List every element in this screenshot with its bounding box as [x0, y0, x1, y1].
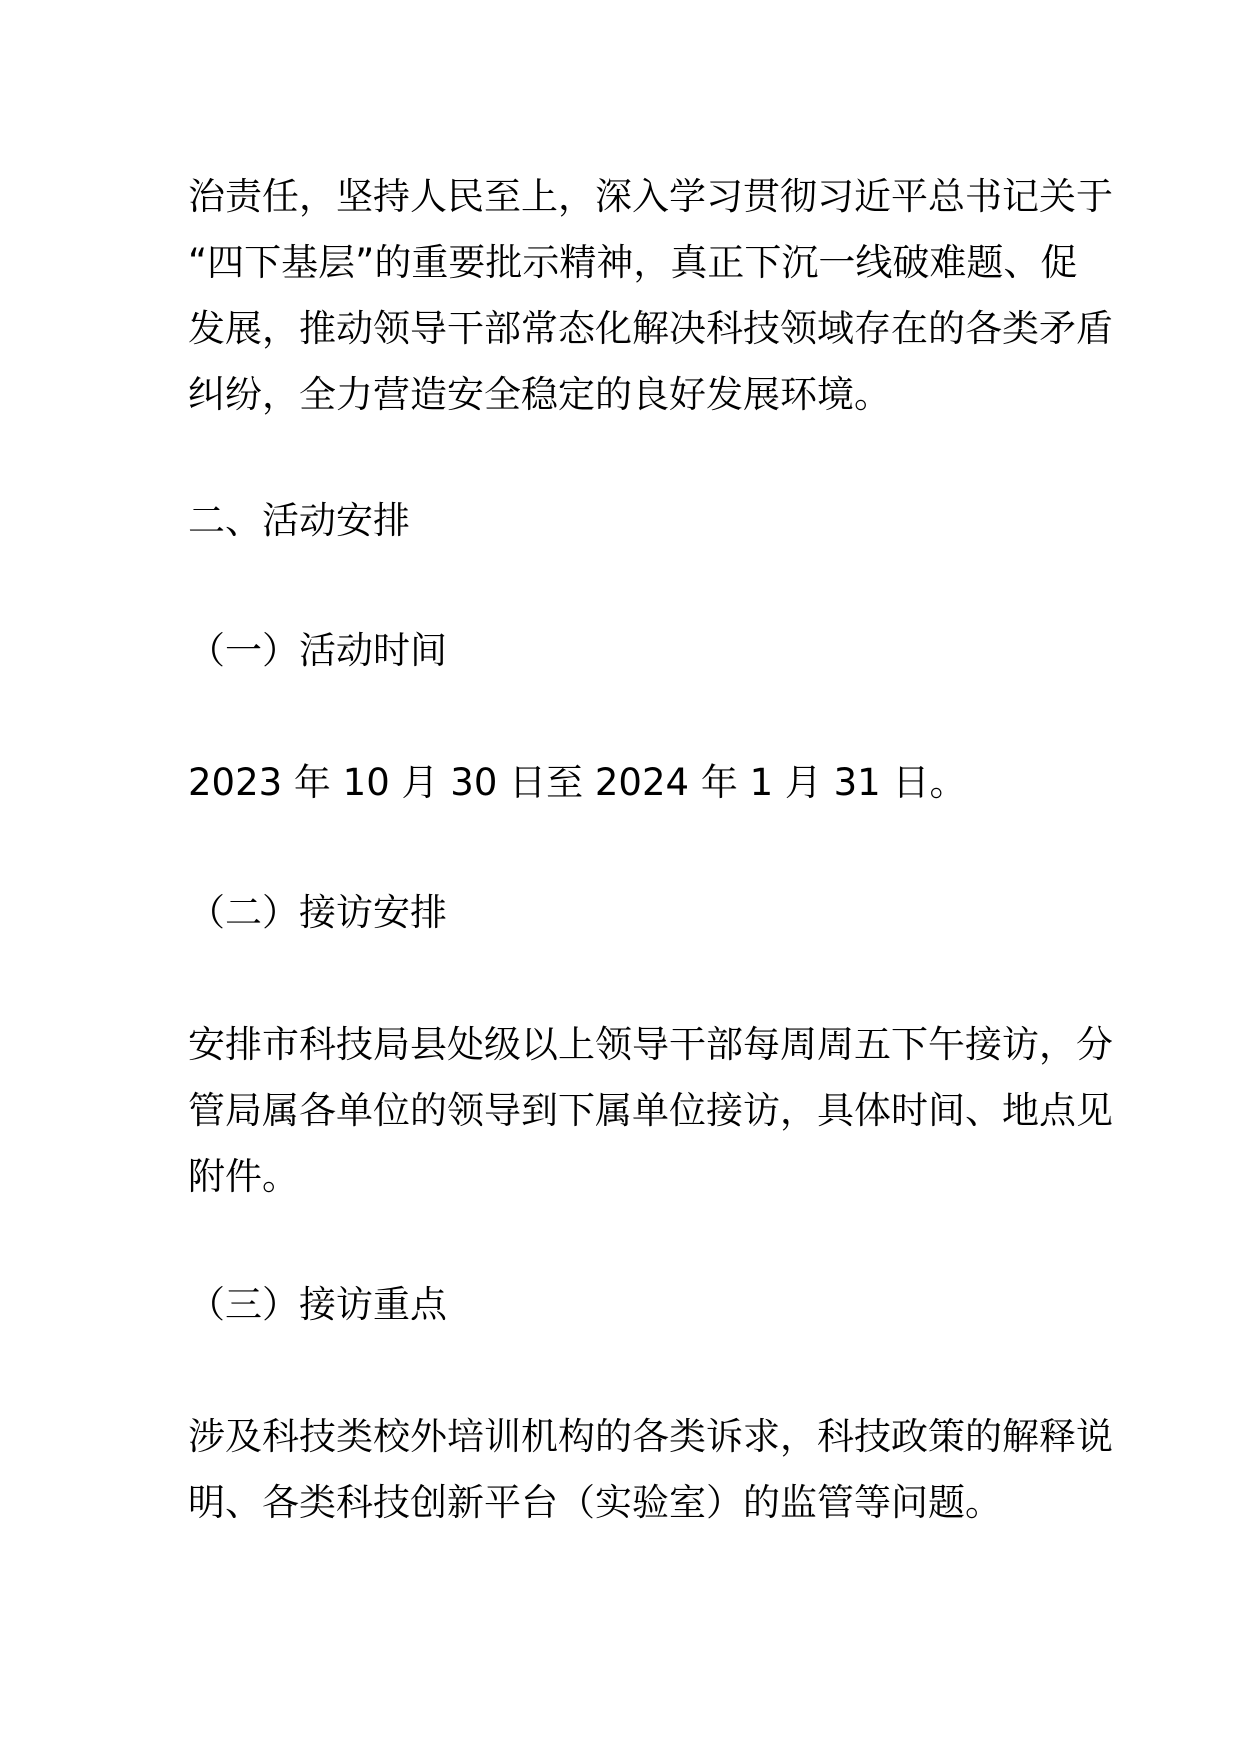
paragraph-line: 发展，推动领导干部常态化解决科技领域存在的各类矛盾: [188, 307, 1113, 350]
subsection-heading: （三）接访重点: [188, 1283, 447, 1326]
subsection-heading: （二）接访安排: [188, 891, 447, 934]
subsection-2-body: [188, 1012, 1113, 1210]
subsection-3-title: [188, 1272, 1068, 1338]
subsection-1-body: [188, 750, 1068, 816]
section-heading: 二、活动安排: [188, 499, 410, 542]
paragraph-line: 涉及科技类校外培训机构的各类诉求，科技政策的解释说: [188, 1415, 1113, 1458]
paragraph-line: “四下基层”的重要批示精神，真正下沉一线破难题、促: [188, 241, 1078, 284]
paragraph-line: 纠纷，全力营造安全稳定的良好发展环境。: [188, 373, 891, 416]
paragraph-line: 明、各类科技创新平台（实验室）的监管等问题。: [188, 1481, 1002, 1524]
subsection-heading: （一）活动时间: [188, 629, 447, 672]
subsection-2-title: [188, 880, 1068, 946]
paragraph-line: 2023 年 10 月 30 日至 2024 年 1 月 31 日。: [188, 761, 967, 804]
subsection-3-body: [188, 1404, 1113, 1536]
subsection-1-title: [188, 618, 1068, 684]
intro-paragraph: [188, 164, 1113, 428]
paragraph-line: 安排市科技局县处级以上领导干部每周周五下午接访，分: [188, 1023, 1113, 1066]
paragraph-line: 附件。: [188, 1155, 299, 1198]
section-heading-2: [188, 488, 1068, 554]
paragraph-line: 治责任，坚持人民至上，深入学习贯彻习近平总书记关于: [188, 175, 1113, 218]
paragraph-line: 管局属各单位的领导到下属单位接访，具体时间、地点见: [188, 1089, 1113, 1132]
